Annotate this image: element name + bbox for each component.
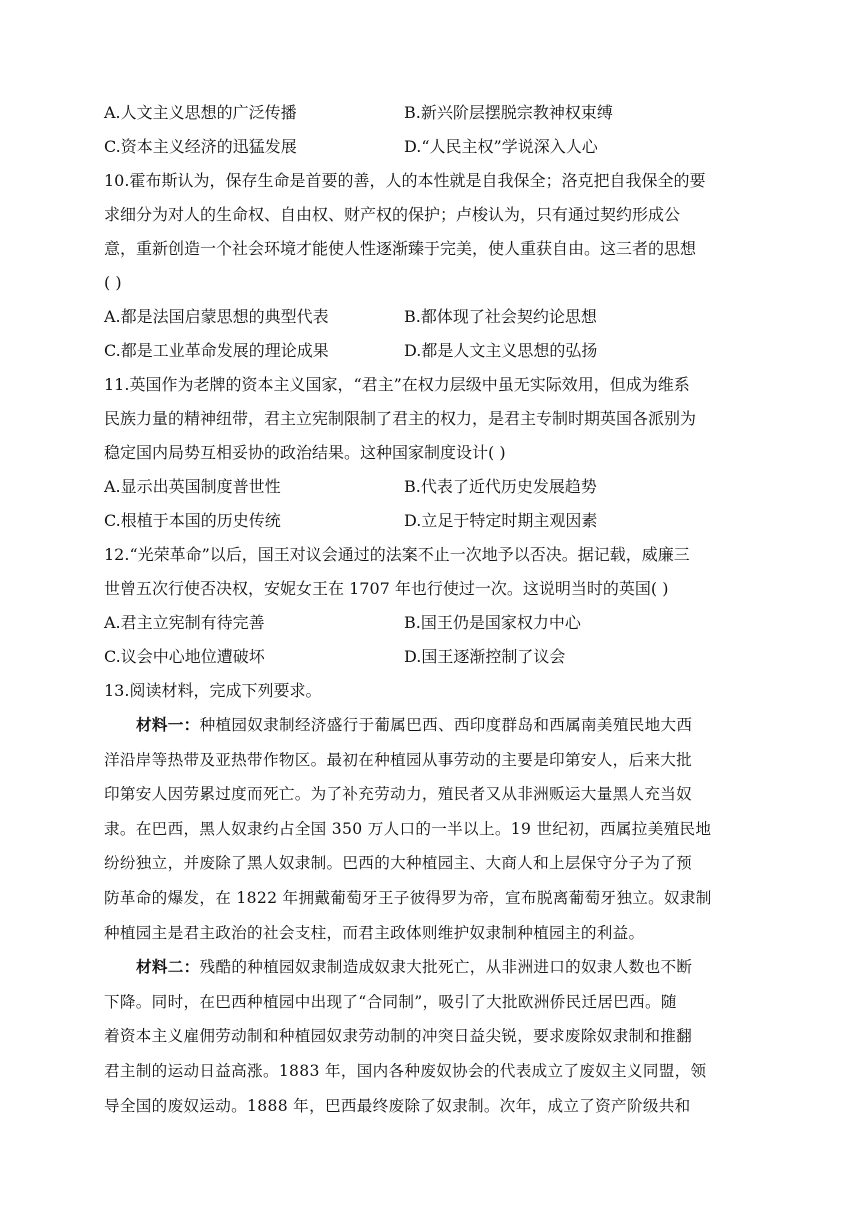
option-c: C.都是工业革命发展的理论成果 (104, 341, 329, 360)
q9-options (104, 96, 764, 164)
option-d: D.“人民主权”学说深入人心 (404, 137, 598, 156)
material-line: 导全国的废奴运动。1888 年，巴西最终废除了奴隶制。次年，成立了资产阶级共和 (104, 1096, 691, 1115)
material-text: 残酷的种植园奴隶制造成奴隶大批死亡，从非洲进口的奴隶人数也不断 (199, 958, 693, 977)
option-c: C.根植于本国的历史传统 (104, 511, 281, 530)
material-line: 着资本主义雇佣劳动制和种植园奴隶劳动制的冲突日益尖锐，要求废除奴隶制和推翻 (104, 1027, 693, 1046)
option-row (104, 504, 764, 538)
question-stem-line: 求细分为对人的生命权、自由权、财产权的保护；卢梭认为，只有通过契约形成公 (104, 205, 681, 224)
material-one (104, 708, 764, 950)
material-first-line (104, 708, 764, 743)
question-stem-line: 12.“光荣革命”以后，国王对议会通过的法案不止一次地予以否决。据记载，威廉三 (104, 545, 690, 564)
material-line: 洋沿岸等热带及亚热带作物区。最初在种植园从事劳动的主要是印第安人，后来大批 (104, 750, 693, 769)
option-c: C.议会中心地位遭破坏 (104, 647, 265, 666)
answer-blank: ( ) (104, 273, 122, 292)
material-two (104, 950, 764, 1123)
material-line: 种植园主是君主政治的社会支柱，而君主政体则维护奴隶制种植园主的利益。 (104, 923, 645, 942)
option-b: B.新兴阶层摆脱宗教神权束缚 (404, 103, 613, 122)
option-d: D.国王逐渐控制了议会 (404, 647, 566, 666)
question-10 (104, 164, 764, 368)
material-first-line (104, 950, 764, 985)
option-row (104, 470, 764, 504)
option-a: A.显示出英国制度普世性 (104, 477, 281, 496)
exam-page (104, 96, 764, 1123)
question-stem-line: 稳定国内局势互相妥协的政治结果。这种国家制度设计( ) (104, 443, 506, 462)
material-line: 君主制的运动日益高涨。1883 年，国内各种废奴协会的代表成立了废奴主义同盟，领 (104, 1061, 707, 1080)
material-line: 纷纷独立，并废除了黑人奴隶制。巴西的大种植园主、大商人和上层保守分子为了预 (104, 854, 693, 873)
material-label: 材料二： (136, 957, 200, 977)
option-d: D.都是人文主义思想的弘扬 (404, 341, 598, 360)
option-b: B.都体现了社会契约论思想 (404, 307, 597, 326)
material-line: 防革命的爆发，在 1822 年拥戴葡萄牙王子彼得罗为帝，宣布脱离葡萄牙独立。奴隶制 (104, 888, 712, 907)
option-row (104, 300, 764, 334)
option-a: A.都是法国启蒙思想的典型代表 (104, 307, 329, 326)
question-stem-line: 13.阅读材料，完成下列要求。 (104, 681, 322, 700)
option-row (104, 640, 764, 674)
option-b: B.代表了近代历史发展趋势 (404, 477, 597, 496)
option-b: B.国王仍是国家权力中心 (404, 613, 581, 632)
question-stem-line: 民族力量的精神纽带，君主立宪制限制了君主的权力，是君主专制时期英国各派别为 (104, 409, 697, 428)
question-stem-line: 10.霍布斯认为，保存生命是首要的善，人的本性就是自我保全；洛克把自我保全的要 (104, 171, 706, 190)
option-row (104, 606, 764, 640)
question-12 (104, 538, 764, 674)
question-stem-line: 世曾五次行使否决权，安妮女王在 1707 年也行使过一次。这说明当时的英国( ) (104, 579, 669, 598)
material-line: 印第安人因劳累过度而死亡。为了补充劳动力，殖民者又从非洲贩运大量黑人充当奴 (104, 785, 693, 804)
material-line: 下降。同时，在巴西种植园中出现了“合同制”，吸引了大批欧洲侨民迁居巴西。随 (104, 992, 677, 1011)
question-13 (104, 674, 764, 1123)
option-row (104, 130, 764, 164)
material-line: 隶。在巴西，黑人奴隶约占全国 350 万人口的一半以上。19 世纪初，西属拉美殖民地 (104, 819, 712, 838)
option-c: C.资本主义经济的迅猛发展 (104, 137, 297, 156)
option-row (104, 96, 764, 130)
question-stem-line: 意，重新创造一个社会环境才能使人性逐渐臻于完美，使人重获自由。这三者的思想 (104, 239, 697, 258)
option-a: A.君主立宪制有待完善 (104, 613, 265, 632)
option-row (104, 334, 764, 368)
option-d: D.立足于特定时期主观因素 (404, 511, 598, 530)
material-text: 种植园奴隶制经济盛行于葡属巴西、西印度群岛和西属南美殖民地大西 (199, 716, 693, 734)
question-11 (104, 368, 764, 538)
material-label: 材料一： (136, 715, 200, 734)
question-stem-line: 11.英国作为老牌的资本主义国家，“君主”在权力层级中虽无实际效用，但成为维系 (104, 375, 690, 394)
option-a: A.人文主义思想的广泛传播 (104, 103, 297, 122)
